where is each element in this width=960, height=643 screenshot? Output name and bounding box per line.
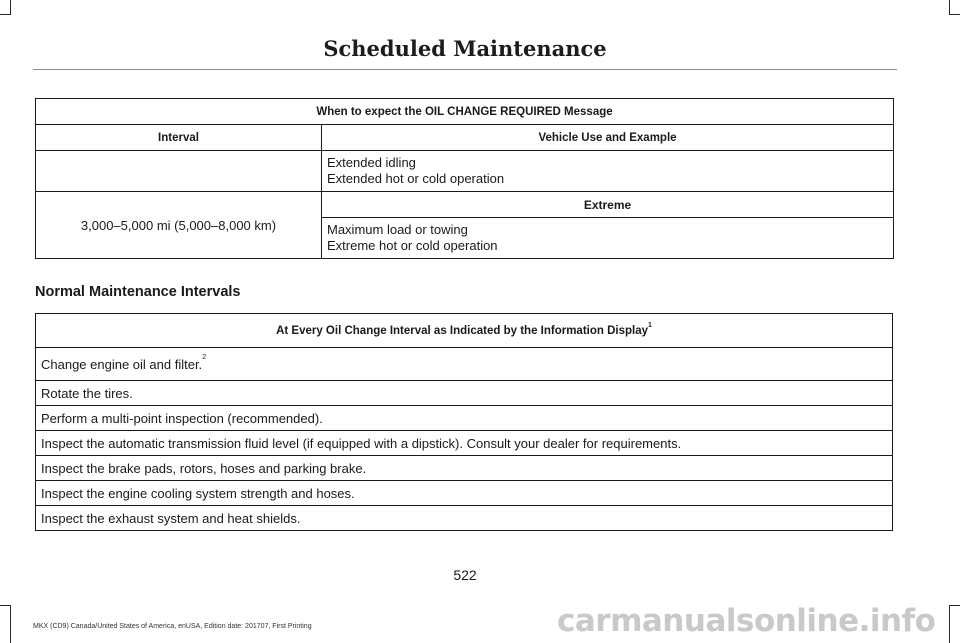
row-text: Inspect the exhaust system and heat shields.	[41, 510, 301, 526]
section-heading: Normal Maintenance Intervals	[35, 284, 241, 300]
title-divider	[33, 69, 897, 70]
footer-edition-text: MKX (CD9) Canada/United States of America, enUSA, Edition date: 201707, First Printing	[33, 623, 312, 630]
normal-maintenance-table	[35, 313, 893, 531]
interval-cell: 3,000–5,000 mi (5,000–8,000 km)	[36, 192, 322, 259]
row-text: Inspect the engine cooling system strength and hoses.	[41, 485, 355, 501]
oil-message-table	[35, 98, 894, 259]
extreme-category-label: Extreme	[322, 192, 894, 218]
crop-mark	[949, 605, 950, 643]
table-row	[36, 431, 893, 456]
use-example-line: Extreme hot or cold operation	[327, 238, 498, 253]
table-row	[36, 381, 893, 406]
column-header-interval: Interval	[36, 125, 322, 151]
table-row	[36, 506, 893, 531]
row-text: Change engine oil and filter.	[41, 356, 203, 372]
crop-mark	[949, 14, 960, 15]
crop-mark	[949, 605, 960, 606]
oil-table-title: When to expect the OIL CHANGE REQUIRED Message	[36, 99, 894, 125]
crop-mark	[0, 605, 11, 606]
normal-table-header	[36, 314, 893, 348]
interval-cell-empty	[36, 151, 322, 192]
crop-mark	[949, 0, 950, 14]
row-text: Inspect the automatic transmission fluid level (if equipped with a dipstick). Consult your dealer for requirements.	[41, 435, 682, 451]
row-text: Inspect the brake pads, rotors, hoses and parking brake.	[41, 460, 367, 476]
table-row	[36, 456, 893, 481]
use-example-line: Extended hot or cold operation	[327, 171, 505, 186]
row-text: Perform a multi-point inspection (recommended).	[41, 410, 323, 426]
footnote-marker: 2	[202, 353, 207, 361]
footnote-marker: 1	[648, 321, 652, 329]
row-text: Rotate the tires.	[41, 385, 133, 401]
watermark: carmanualsonline.info	[557, 603, 936, 639]
vehicle-use-cell	[322, 218, 894, 259]
crop-mark	[10, 0, 11, 14]
vehicle-use-cell	[322, 151, 894, 192]
table-row	[36, 481, 893, 506]
table-row	[36, 348, 893, 381]
crop-mark	[0, 14, 11, 15]
header-text: At Every Oil Change Interval as Indicated by the Information Display	[276, 324, 649, 337]
use-example-line: Extended idling	[327, 155, 416, 170]
table-row	[36, 406, 893, 431]
use-example-line: Maximum load or towing	[327, 222, 468, 237]
page-title: Scheduled Maintenance	[323, 36, 607, 61]
crop-mark	[10, 605, 11, 643]
page-number: 522	[453, 567, 477, 583]
column-header-vehicle-use: Vehicle Use and Example	[322, 125, 894, 151]
